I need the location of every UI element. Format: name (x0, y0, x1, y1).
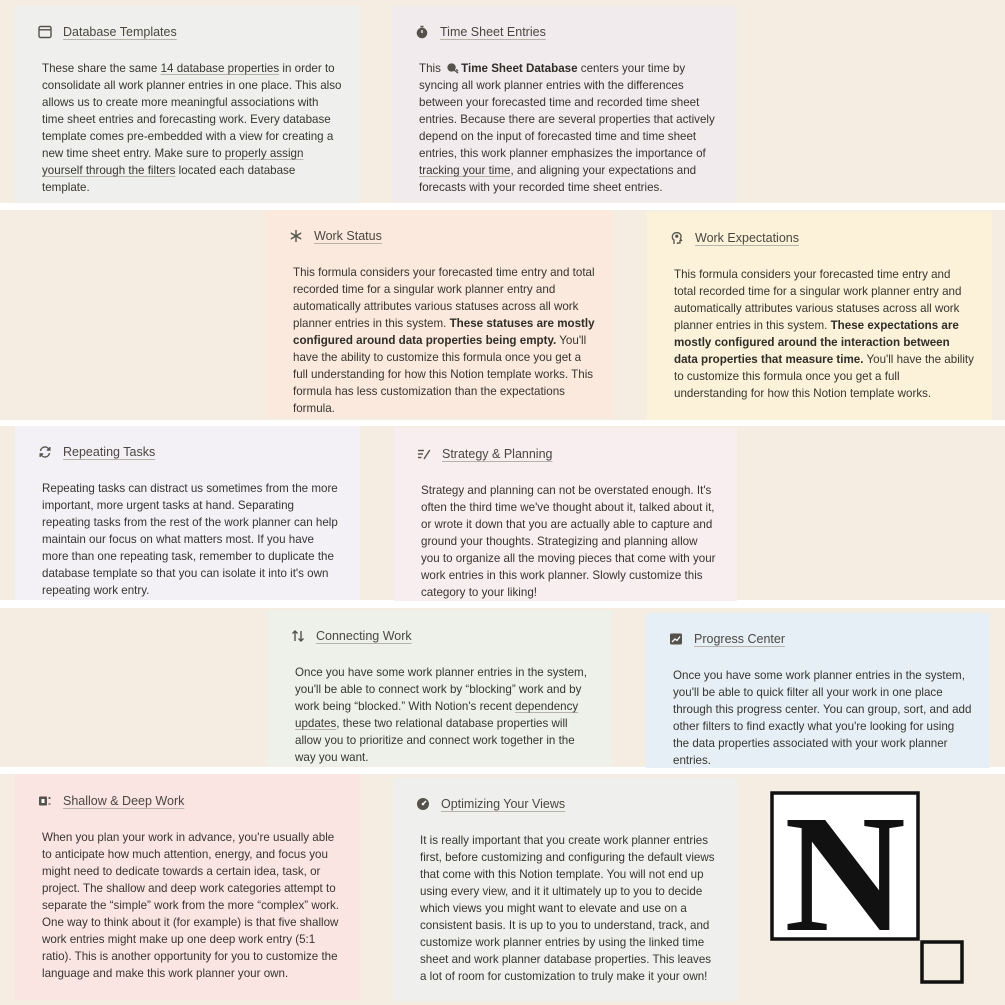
body-text: When you plan your work in advance, you're usually able to anticipate how much attention, energy, and focus you might need to dedicate towards a certain idea, task, or project. The shallow and deep work categories attempt to separate the “simple” work from the more “complex” work. One way to think about it (for example) is that five shallow work entries might make up one deep work entry (5:1 ratio). This is another opportunity for you to customize the language and make this work planner your own. (42, 831, 340, 980)
card-body (415, 832, 720, 985)
card-connecting-work (268, 610, 612, 766)
body-text: Once you have some work planner entries in the system, you'll be able to quick filter all your work in one place through this progress center. You can group, sort, and add other filters to find exactly what you're looking for using the data properties associated with your work planner entries. (673, 669, 972, 767)
tracking-time-link[interactable]: tracking your time (419, 164, 511, 177)
body-text: You'll have the ability to customize this formula once you get a full understanding for how this Notion template works. (674, 353, 974, 400)
card-time-sheet-entries (392, 6, 737, 202)
time-sheet-database-link[interactable]: Time Sheet Database (461, 62, 578, 75)
row-divider-band (0, 600, 1005, 608)
body-text: Once you have some work planner entries in the system, you'll be able to connect work by “blocking” work and by work being “blocked.” With Notion's recent (295, 666, 587, 713)
card-body (668, 667, 972, 769)
gauge-icon (415, 796, 431, 812)
browser-window-icon (37, 24, 53, 40)
asterisk-icon (288, 228, 304, 244)
dependency-updates-link[interactable]: dependency updates (295, 700, 579, 730)
card-database-templates (15, 6, 360, 202)
card-title[interactable]: Shallow & Deep Work (63, 794, 185, 808)
database-properties-link[interactable]: 14 database properties (160, 62, 280, 75)
body-text: This formula considers your forecasted time entry and total recorded time for a singular work planner entry and automatically attributes various statuses across all work planner entries in this system. (293, 266, 595, 330)
card-title[interactable]: Time Sheet Entries (440, 25, 546, 39)
head-gear-icon (669, 230, 685, 246)
card-repeating-tasks (15, 426, 360, 600)
card-body (37, 829, 342, 982)
body-text: , these two relational database properties will allow you to prioritize and connect work together in the way you want. (295, 717, 575, 764)
card-body (416, 482, 719, 601)
layers-toggle-icon (37, 793, 53, 809)
card-title[interactable]: Work Expectations (695, 231, 799, 245)
card-body (288, 264, 595, 417)
stopwatch-icon (414, 24, 430, 40)
repeat-arrows-icon (37, 444, 53, 460)
body-text: Repeating tasks can distract us sometimes from the more important, more urgent tasks at hand. Separating repeating tasks from the rest of the work planner can help maintain our focus on what matters most. If you have more than one repeating task, remember to duplicate the database template so that you can isolate it into it's own repeating work entry. (42, 482, 338, 597)
card-optimizing-views (393, 778, 738, 1001)
body-text: located each database template. (42, 164, 296, 194)
notion-logo (768, 790, 968, 990)
notion-logo-icon (768, 790, 968, 990)
body-text: You'll have the ability to customize this formula once you get a full understanding for how this Notion template works. This formula has less customization than the expectations formula. (293, 334, 594, 415)
body-bold-text: These expectations are mostly configured around the interaction between data properties that measure time. (674, 319, 959, 366)
card-title[interactable]: Optimizing Your Views (441, 797, 566, 811)
body-text: This (419, 62, 445, 75)
card-strategy-planning (394, 428, 737, 601)
trend-chart-icon (668, 631, 684, 647)
assign-filters-link[interactable]: properly assign yourself through the filters (42, 147, 304, 177)
card-title[interactable]: Repeating Tasks (63, 445, 156, 459)
card-body (669, 266, 974, 402)
swap-arrows-icon (290, 628, 306, 644)
text-pencil-icon (416, 446, 432, 462)
body-text: , and aligning your expectations and forecasts with your recorded time sheet entries. (419, 164, 697, 194)
body-text: It is really important that you create work planner entries first, before customizing and configuring the default views that come with this Notion template. You will not end up using every view, and it it ultimately up to you to decide which views you might want to elevate and use on a consistent basis. It is up to you to understand, track, and customize work planner entries by using the linked time sheet and work planner database properties. This leaves a lot of room for customization to truly make it your own! (420, 834, 715, 983)
svg-text:N: N (784, 790, 906, 967)
card-body (290, 664, 594, 766)
card-title[interactable]: Database Templates (63, 25, 177, 39)
card-work-status (266, 210, 613, 418)
row-divider-band (0, 203, 1005, 210)
card-body (414, 60, 719, 196)
card-title[interactable]: Progress Center (694, 632, 786, 646)
card-body (37, 60, 342, 196)
body-text: centers your time by syncing all work planner entries with the differences between your forecasted time and recorded time sheet entries. Because there are several properties that actively depend on the input of forecasted time and time sheet entries, this work planner emphasizes the importance of (419, 62, 715, 160)
card-title[interactable]: Work Status (314, 229, 382, 243)
card-shallow-deep-work (15, 775, 360, 1000)
card-work-expectations (647, 212, 992, 420)
card-progress-center (646, 613, 990, 768)
body-text: These share the same (42, 62, 161, 75)
body-text: This formula considers your forecasted time entry and total recorded time for a singular work planner entry and automatically attributes various statuses across all work planner entries in this system. (674, 268, 962, 332)
card-body (37, 480, 342, 599)
card-title[interactable]: Strategy & Planning (442, 447, 553, 461)
body-text: Strategy and planning can not be overstated enough. It's often the third time we've thought about it, talked about it, or wrote it down that you are actually able to capture and ground your thoughts. Strategizing and planning allow you to organize all the moving pieces that come with your work entries in this work planner. Slowly customize this category to your liking! (421, 484, 716, 599)
card-title[interactable]: Connecting Work (316, 629, 412, 643)
time-sheet-database-icon (446, 61, 459, 74)
body-text: in order to consolidate all work planner entries in one place. This also allows us to create more meaningful associations with time sheet entries and forecasting work. Every database template comes pre-embedded with a view for creating a new time sheet entry. Make sure to (42, 62, 342, 160)
body-bold-text: These statuses are mostly configured around data properties being empty. (293, 317, 595, 347)
